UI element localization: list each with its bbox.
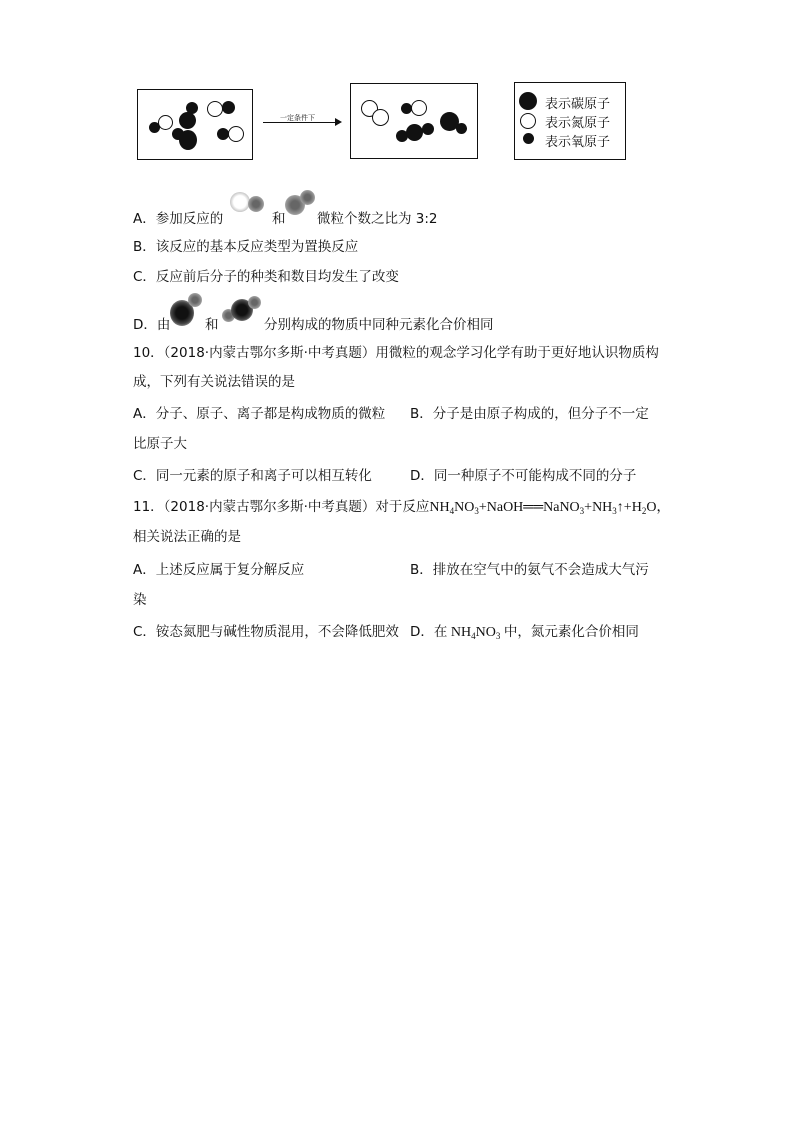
q9-option-b: B．该反应的基本反应类型为置换反应 [133,239,359,255]
carbon-atom-icon [406,124,423,141]
nitrogen-atom-icon [411,100,427,116]
formula-ammonium-nitrate: $NH_4NO_3$ [447,625,501,641]
q10-stem-line2: 成，下列有关说法错误的是 [133,374,295,390]
reaction-arrow [263,122,336,123]
q11-stem-prefix: 11．（2018·内蒙古鄂尔多斯·中考真题）对于反应 [133,499,430,515]
nitrogen-atom-icon [158,115,173,130]
oxygen-atom-icon [222,101,235,114]
nitrogen-atom-icon [207,101,223,117]
arrow-head-icon [335,118,342,126]
q10-option-c: C．同一元素的原子和离子可以相互转化 [133,468,372,484]
q10-option-b-line1: B．分子是由原子构成的，但分子不一定 [410,406,649,422]
oxygen-atom-icon [456,123,467,134]
nitrogen-atom-icon [372,109,389,126]
q9-option-c: C．反应前后分子的种类和数目均发生了改变 [133,269,399,285]
q9-option-a-post: 微粒个数之比为 3:2 [317,211,438,227]
q10-option-a: A．分子、原子、离子都是构成物质的微粒 [133,406,386,422]
oxygen-atom-icon [186,102,198,114]
oxygen-molecule-icon [300,190,315,205]
oxygen-atom-icon [422,123,434,135]
carbon-atom-icon [519,92,537,110]
carbon-atom-icon [179,130,197,150]
q9-option-a-pre: A．参加反应的 [133,211,224,227]
q10-option-d: D．同一种原子不可能构成不同的分子 [410,468,637,484]
nitrogen-atom-icon [228,126,244,142]
legend-oxygen-label: 表示氧原子 [545,135,611,150]
carbon-monoxide-molecule-icon [188,293,202,307]
q11-option-c: C．铵态氮肥与碱性物质混用，不会降低肥效 [133,624,399,640]
q11-option-d [410,620,639,641]
legend-nitrogen-label: 表示氮原子 [545,116,611,131]
q9-option-d-pre: D．由 [133,317,171,333]
q11-option-b-line1: B．排放在空气中的氨气不会造成大气污 [410,562,649,578]
q11-option-b-line2: 染 [133,592,147,608]
nitrogen-molecule-icon [230,192,250,212]
legend-carbon-label: 表示碳原子 [545,97,611,112]
q11-option-d-post: 中，氮元素化合价相同 [503,624,639,640]
carbon-atom-icon [179,112,196,129]
q11-option-d-pre: D．在 [410,624,448,640]
q9-option-d-and: 和 [205,317,219,333]
products-box [350,83,478,159]
q11-stem-line1 [133,495,670,516]
oxygen-atom-icon [523,133,534,144]
q10-stem-line1: 10．（2018·内蒙古鄂尔多斯·中考真题）用微粒的观念学习化学有助于更好地认识物质构 [133,345,659,361]
reactants-box [137,89,253,160]
legend-box [514,82,626,160]
reaction-condition-label: 一定条件下 [280,114,315,122]
carbon-dioxide-molecule-icon [248,296,261,309]
q11-stem-line2: 相关说法正确的是 [133,529,241,545]
nitrogen-molecule-icon [248,196,264,212]
q9-option-a-and: 和 [272,211,286,227]
q11-option-a: A．上述反应属于复分解反应 [133,562,305,578]
reaction-equation: $NH_4NO_3+NaOH══NaNO_3+NH_3↑+H_2O$， [429,500,671,516]
nitrogen-atom-icon [520,113,536,129]
q9-option-d-post: 分别构成的物质中同种元素化合价相同 [264,317,494,333]
q10-option-b-line2: 比原子大 [133,436,187,452]
